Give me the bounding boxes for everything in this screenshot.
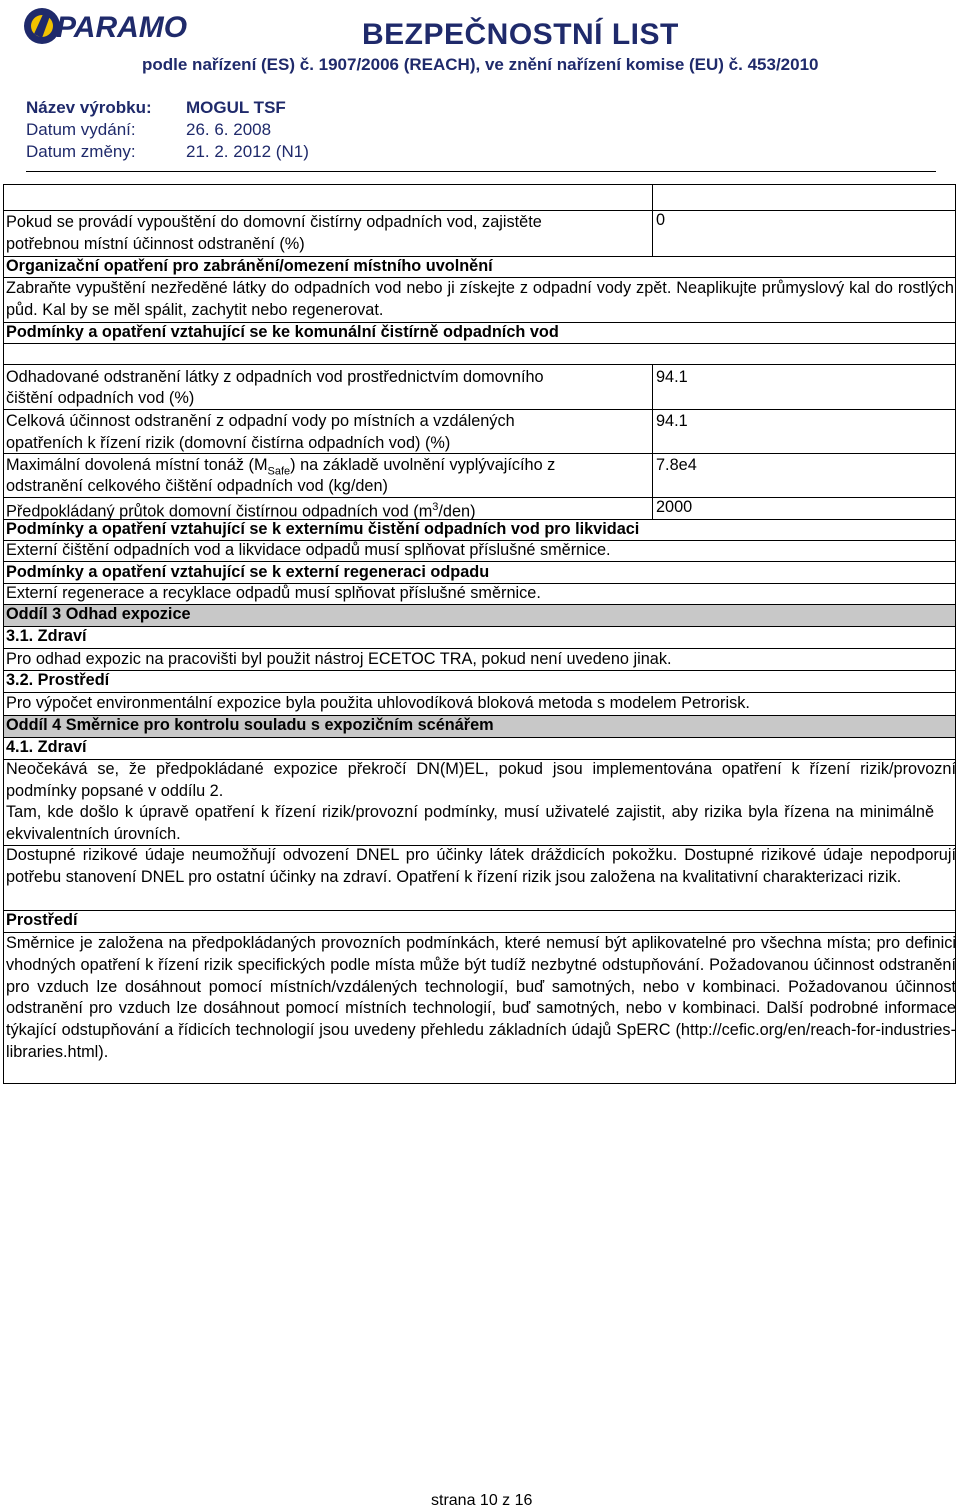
row-divider <box>4 737 956 738</box>
change-date-row <box>26 142 309 162</box>
local-efficiency-value: 0 <box>656 211 666 229</box>
total-efficiency-line1: Celková účinnost odstranění z odpadní vody po místních a vzdálených <box>6 412 515 430</box>
row-divider <box>4 626 956 627</box>
change-date-value: 21. 2. 2012 (N1) <box>186 142 309 161</box>
health-exposure-text: Pro odhad expozic na pracovišti byl použit nástroj ECETOC TRA, pokud není uvedeno jinak. <box>6 650 672 668</box>
issue-date-value: 26. 6. 2008 <box>186 120 272 139</box>
flow-rate-value: 2000 <box>656 498 693 516</box>
max-tonnage-line2: odstranění celkového čištění odpadních vod (kg/den) <box>6 477 388 495</box>
heading-external-treatment: Podmínky a opatření vztahující se k externímu čistění odpadních vod pro likvidaci <box>6 520 640 538</box>
row-divider <box>4 364 956 365</box>
issue-date-label: Datum vydání: <box>26 120 136 139</box>
removal-estimate-line1: Odhadované odstranění látky z odpadních vod prostřednictvím domovního <box>6 368 544 386</box>
heading-environment: Prostředí <box>6 911 78 929</box>
heading-section-3: Oddíl 3 Odhad expozice <box>6 605 191 623</box>
environment-exposure-text: Pro výpočet environmentální expozice byla použita uhlovodíková bloková metoda s modelem Petrorisk. <box>6 694 750 712</box>
heading-4-1-health: 4.1. Zdraví <box>6 738 87 756</box>
heading-municipal-treatment: Podmínky a opatření vztahující se ke komunální čistírně odpadních vod <box>6 323 559 341</box>
heading-organizational-measures: Organizační opatření pro zabránění/omezení místního uvolnění <box>6 257 493 275</box>
heading-external-regeneration: Podmínky a opatření vztahující se k externí regeneraci odpadu <box>6 563 490 581</box>
header-rule <box>26 171 936 172</box>
external-regeneration-text: Externí regenerace a recyklace odpadů musí splňovat příslušné směrnice. <box>6 584 541 602</box>
document-title: BEZPEČNOSTNÍ LIST <box>362 18 679 51</box>
value-column-divider <box>652 364 653 519</box>
heading-section-4: Oddíl 4 Směrnice pro kontrolu souladu s expozičním scénářem <box>6 716 494 734</box>
page-number: strana 10 z 16 <box>431 1492 533 1509</box>
change-date-label: Datum změny: <box>26 142 136 161</box>
row-divider <box>652 210 956 211</box>
product-name-value: MOGUL TSF <box>186 98 286 117</box>
removal-estimate-line2: čištění odpadních vod (%) <box>6 389 195 407</box>
flow-rate-label: Předpokládaný průtok domovní čistírnou odpadních vod $(m^3/den)$ <box>6 501 476 521</box>
row-divider <box>4 210 652 211</box>
product-name-row <box>26 98 286 118</box>
local-efficiency-line2: potřebnou místní účinnost odstranění (%) <box>6 235 305 253</box>
guidance-paragraph-2: Tam, kde došlo k úpravě opatření k řízení rizik/provozní podmínky, musí uživatelé zajistit, aby rizika byla řízena na minimálně ekvivalentních úrovních. <box>6 803 934 843</box>
value-column-divider <box>652 184 653 256</box>
guidance-paragraph-1: Neočekává se, že předpokládané expozice překročí DN(M)EL, pokud jsou implementována opatření k řízení rizik/provozní podmínky popsané v oddílu 2. <box>6 760 956 800</box>
environment-guidance-text: Směrnice je založena na předpokládaných provozních podmínkách, které nemusí být aplikovatelné pro všechna místa; pro definici vhodných opatření k řízení rizik specifických podle místa může být tudíž nezbytné odstupňování. Požadovanou účinnost odstranění pro vzduch lze dosáhnout pomocí místních/vzdálených technologií, buď samotných, nebo v kombinaci. Požadovanou účinnost odstranění pro vzduch lze dosáhnout pomocí místních technologií, buď samotných, nebo v kombinaci. Další podrobné informace týkající odstupňování a řídicích technologií jsou uvedeny přehledu základních údajů SpERC (http://cefic.org/en/reach-for-industries-libraries.html). <box>6 934 956 1061</box>
product-name-label: Název výrobku: <box>26 98 152 117</box>
total-efficiency-line2: opatřeních k řízení rizik (domovní čistírna odpadních vod) (%) <box>6 434 451 452</box>
heading-3-2-environment: 3.2. Prostředí <box>6 671 110 689</box>
issue-date-row <box>26 120 271 140</box>
brand-text: PARAMO <box>56 11 188 44</box>
local-efficiency-line1: Pokud se provádí vypouštění do domovní čistírny odpadních vod, zajistěte <box>6 213 542 231</box>
external-treatment-text: Externí čištění odpadních vod a likvidace odpadů musí splňovat příslušné směrnice. <box>6 541 611 559</box>
total-efficiency-value: 94.1 <box>656 412 688 430</box>
removal-estimate-value: 94.1 <box>656 368 688 386</box>
document-subtitle: podle nařízení (ES) č. 1907/2006 (REACH), ve znění nařízení komise (EU) č. 453/2010 <box>142 55 819 74</box>
organizational-measures-text: Zabraňte vypuštění nezředěné látky do odpadních vod nebo ji získejte z odpadní vody zpět. Neaplikujte průmyslový kal do rostlých půd. Kal by se měl spálit, zachytit nebo regenerovat. <box>6 279 954 319</box>
max-tonnage-value: 7.8e4 <box>656 456 697 474</box>
paramo-logo <box>22 4 212 48</box>
guidance-paragraph-3: Dostupné rizikové údaje neumožňují odvození DNEL pro účinky látek dráždicích pokožku. Dostupné rizikové údaje nepodporují potřebu stanovení DNEL pro ostatní účinky na zdraví. Opatření k řízení rizik jsou založena na kvalitativní charakterizaci rizik. <box>6 846 956 886</box>
max-tonnage-line1: Maximální dovolená místní tonáž $(M_{Safe})$ na základě uvolnění vyplývajícího z <box>6 456 556 478</box>
heading-3-1-health: 3.1. Zdraví <box>6 627 87 645</box>
